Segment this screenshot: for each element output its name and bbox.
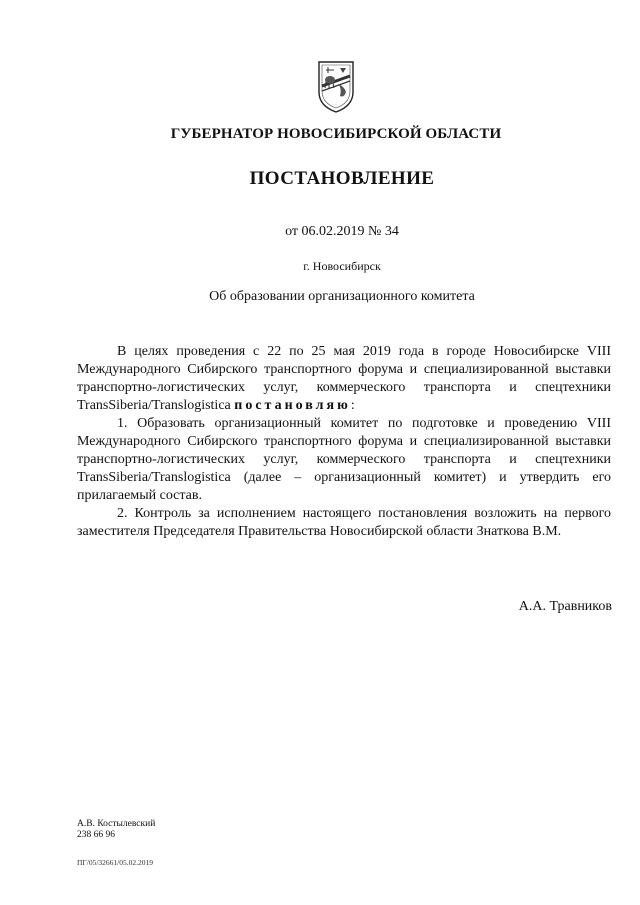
issuing-authority: ГУБЕРНАТОР НОВОСИБИРСКОЙ ОБЛАСТИ xyxy=(170,126,502,142)
signature-name: А.А. Травников xyxy=(518,599,612,614)
contact-name: А.В. Костылевский xyxy=(77,819,156,829)
clause-1: 1. Образовать организационный комитет по подготовке и проведению VIII Международного Сибирского транспортного форума и специализированной выставки транспортно-логистических услуг, коммерческого транспорта и спецтехники TransSiberia/Translogistica (далее – организационный комитет) и утвердить его прилагаемый состав. xyxy=(77,416,611,503)
preamble-paragraph xyxy=(77,343,611,415)
document-code: ПГ/05/32661/05.02.2019 xyxy=(77,858,154,867)
document-date-number: от 06.02.2019 № 34 xyxy=(285,224,399,239)
contact-block xyxy=(77,819,155,841)
decree-word: постановляю xyxy=(234,398,351,413)
clause-2: 2. Контроль за исполнением настоящего постановления возложить на первого заместителя Председателя Правительства Новосибирской области Знаткова В.М. xyxy=(77,506,611,539)
contact-phone: 238 66 96 xyxy=(77,830,115,840)
coat-of-arms-icon xyxy=(316,58,356,114)
preamble-text: В целях проведения с 22 по 25 мая 2019 года в городе Новосибирске VIII Международного Сибирского транспортного форума и специализированной выставки транспортно-логистических услуг, коммерческого транспорта и спецтехники TransSiberia/Translogistica xyxy=(77,344,611,413)
document-subject: Об образовании организационного комитета xyxy=(209,289,475,304)
document-body xyxy=(77,343,611,541)
preamble-end: : xyxy=(350,398,355,413)
document-city: г. Новосибирск xyxy=(303,259,381,273)
document-type: ПОСТАНОВЛЕНИЕ xyxy=(249,168,435,189)
